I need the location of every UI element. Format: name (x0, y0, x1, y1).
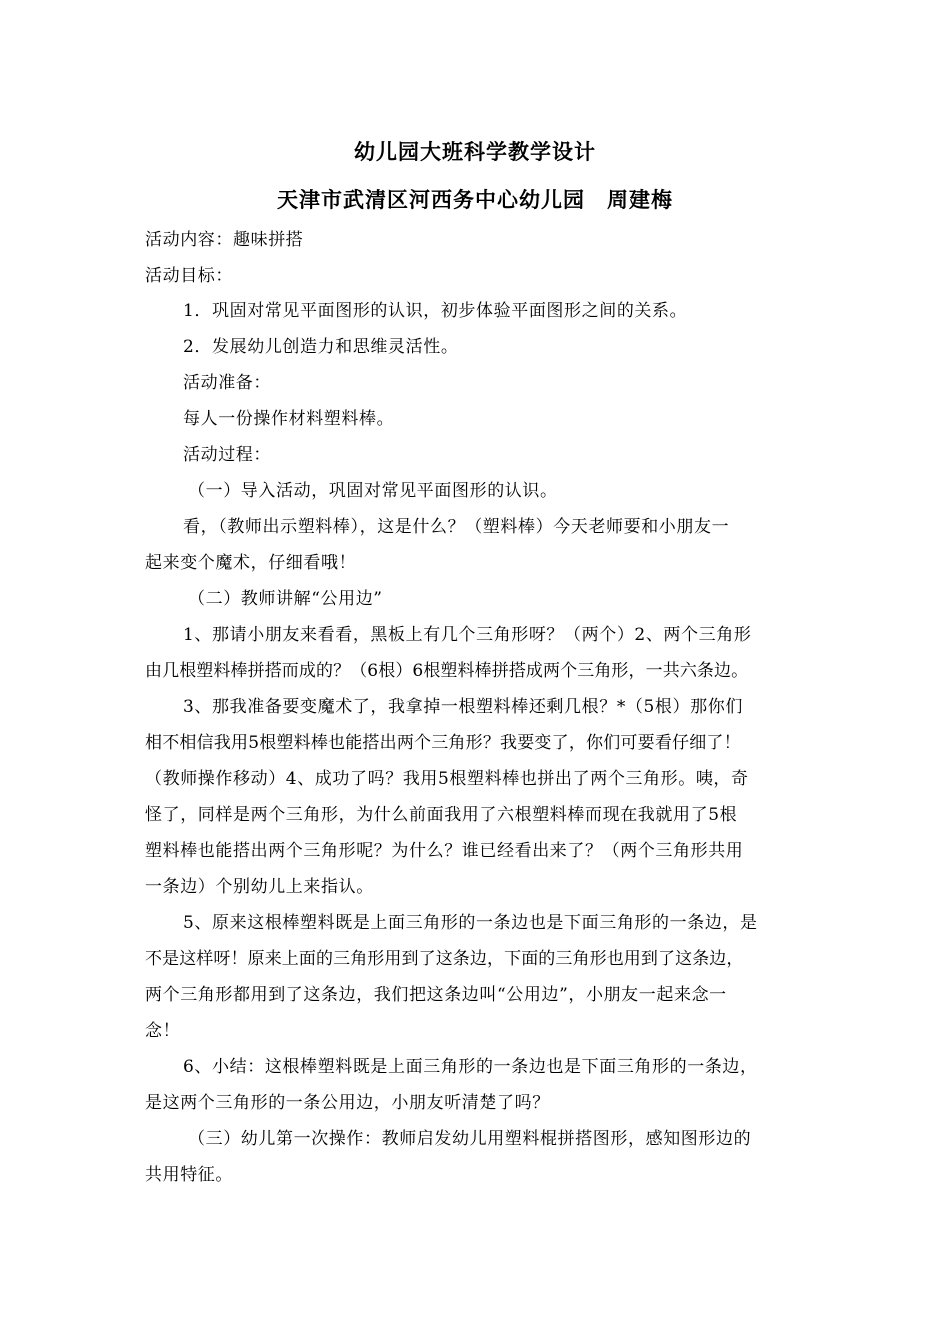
paragraph-line: 1、那请小朋友来看看，黑板上有几个三角形呀？（两个）2、两个三角形 (183, 625, 752, 645)
section-1-heading: （一）导入活动，巩固对常见平面图形的认识。 (188, 481, 558, 501)
section-2-heading: （二）教师讲解“公用边” (188, 589, 383, 609)
paragraph-line: 3、那我准备要变魔术了，我拿掉一根塑料棒还剩几根？*（5根）那你们 (183, 697, 743, 717)
paragraph-line: 怪了，同样是两个三角形，为什么前面我用了六根塑料棒而现在我就用了5根 (145, 805, 738, 825)
paragraph-line: 看，（教师出示塑料棒），这是什么？（塑料棒）今天老师要和小朋友一 (183, 517, 730, 537)
paragraph-line: 起来变个魔术，仔细看哦！ (145, 553, 357, 573)
paragraph-line: 5、原来这根棒塑料既是上面三角形的一条边也是下面三角形的一条边，是 (183, 913, 758, 933)
activity-goals-heading: 活动目标： (145, 266, 233, 286)
goal-2-line: 2．发展幼儿创造力和思维灵活性。 (183, 337, 459, 357)
paragraph-line: 共用特征。 (145, 1165, 233, 1185)
paragraph-line: 是这两个三角形的一条公用边，小朋友听清楚了吗？ (145, 1093, 550, 1113)
paragraph-line: 由几根塑料棒拼搭而成的？（6根）6根塑料棒拼搭成两个三角形，一共六条边。 (145, 661, 749, 681)
document-title: 幼儿园大班科学教学设计 (354, 139, 596, 164)
paragraph-line: （教师操作移动）4、成功了吗？我用5根塑料棒也拼出了两个三角形。咦，奇 (145, 769, 749, 789)
paragraph-line: 一条边）个别幼儿上来指认。 (145, 877, 374, 897)
paragraph-line: 相不相信我用5根塑料棒也能搭出两个三角形？我要变了，你们可要看仔细了！ (145, 733, 741, 753)
preparation-line: 每人一份操作材料塑料棒。 (183, 409, 395, 429)
activity-content-line: 活动内容：趣味拼搭 (145, 230, 304, 250)
goal-1-line: 1．巩固对常见平面图形的认识，初步体验平面图形之间的关系。 (183, 301, 688, 321)
paragraph-line: 两个三角形都用到了这条边，我们把这条边叫“公用边”，小朋友一起来念一 (145, 985, 727, 1005)
section-3-heading: （三）幼儿第一次操作：教师启发幼儿用塑料棍拼搭图形，感知图形边的 (188, 1129, 752, 1149)
process-heading: 活动过程： (183, 445, 271, 465)
paragraph-line: 念！ (145, 1021, 181, 1041)
paragraph-line: 6、小结：这根棒塑料既是上面三角形的一条边也是下面三角形的一条边， (183, 1057, 758, 1077)
document-subtitle: 天津市武清区河西务中心幼儿园 周建梅 (277, 187, 673, 212)
preparation-heading: 活动准备： (183, 373, 271, 393)
paragraph-line: 塑料棒也能搭出两个三角形呢？为什么？谁已经看出来了？（两个三角形共用 (145, 841, 744, 861)
paragraph-line: 不是这样呀！原来上面的三角形用到了这条边，下面的三角形也用到了这条边， (145, 949, 744, 969)
